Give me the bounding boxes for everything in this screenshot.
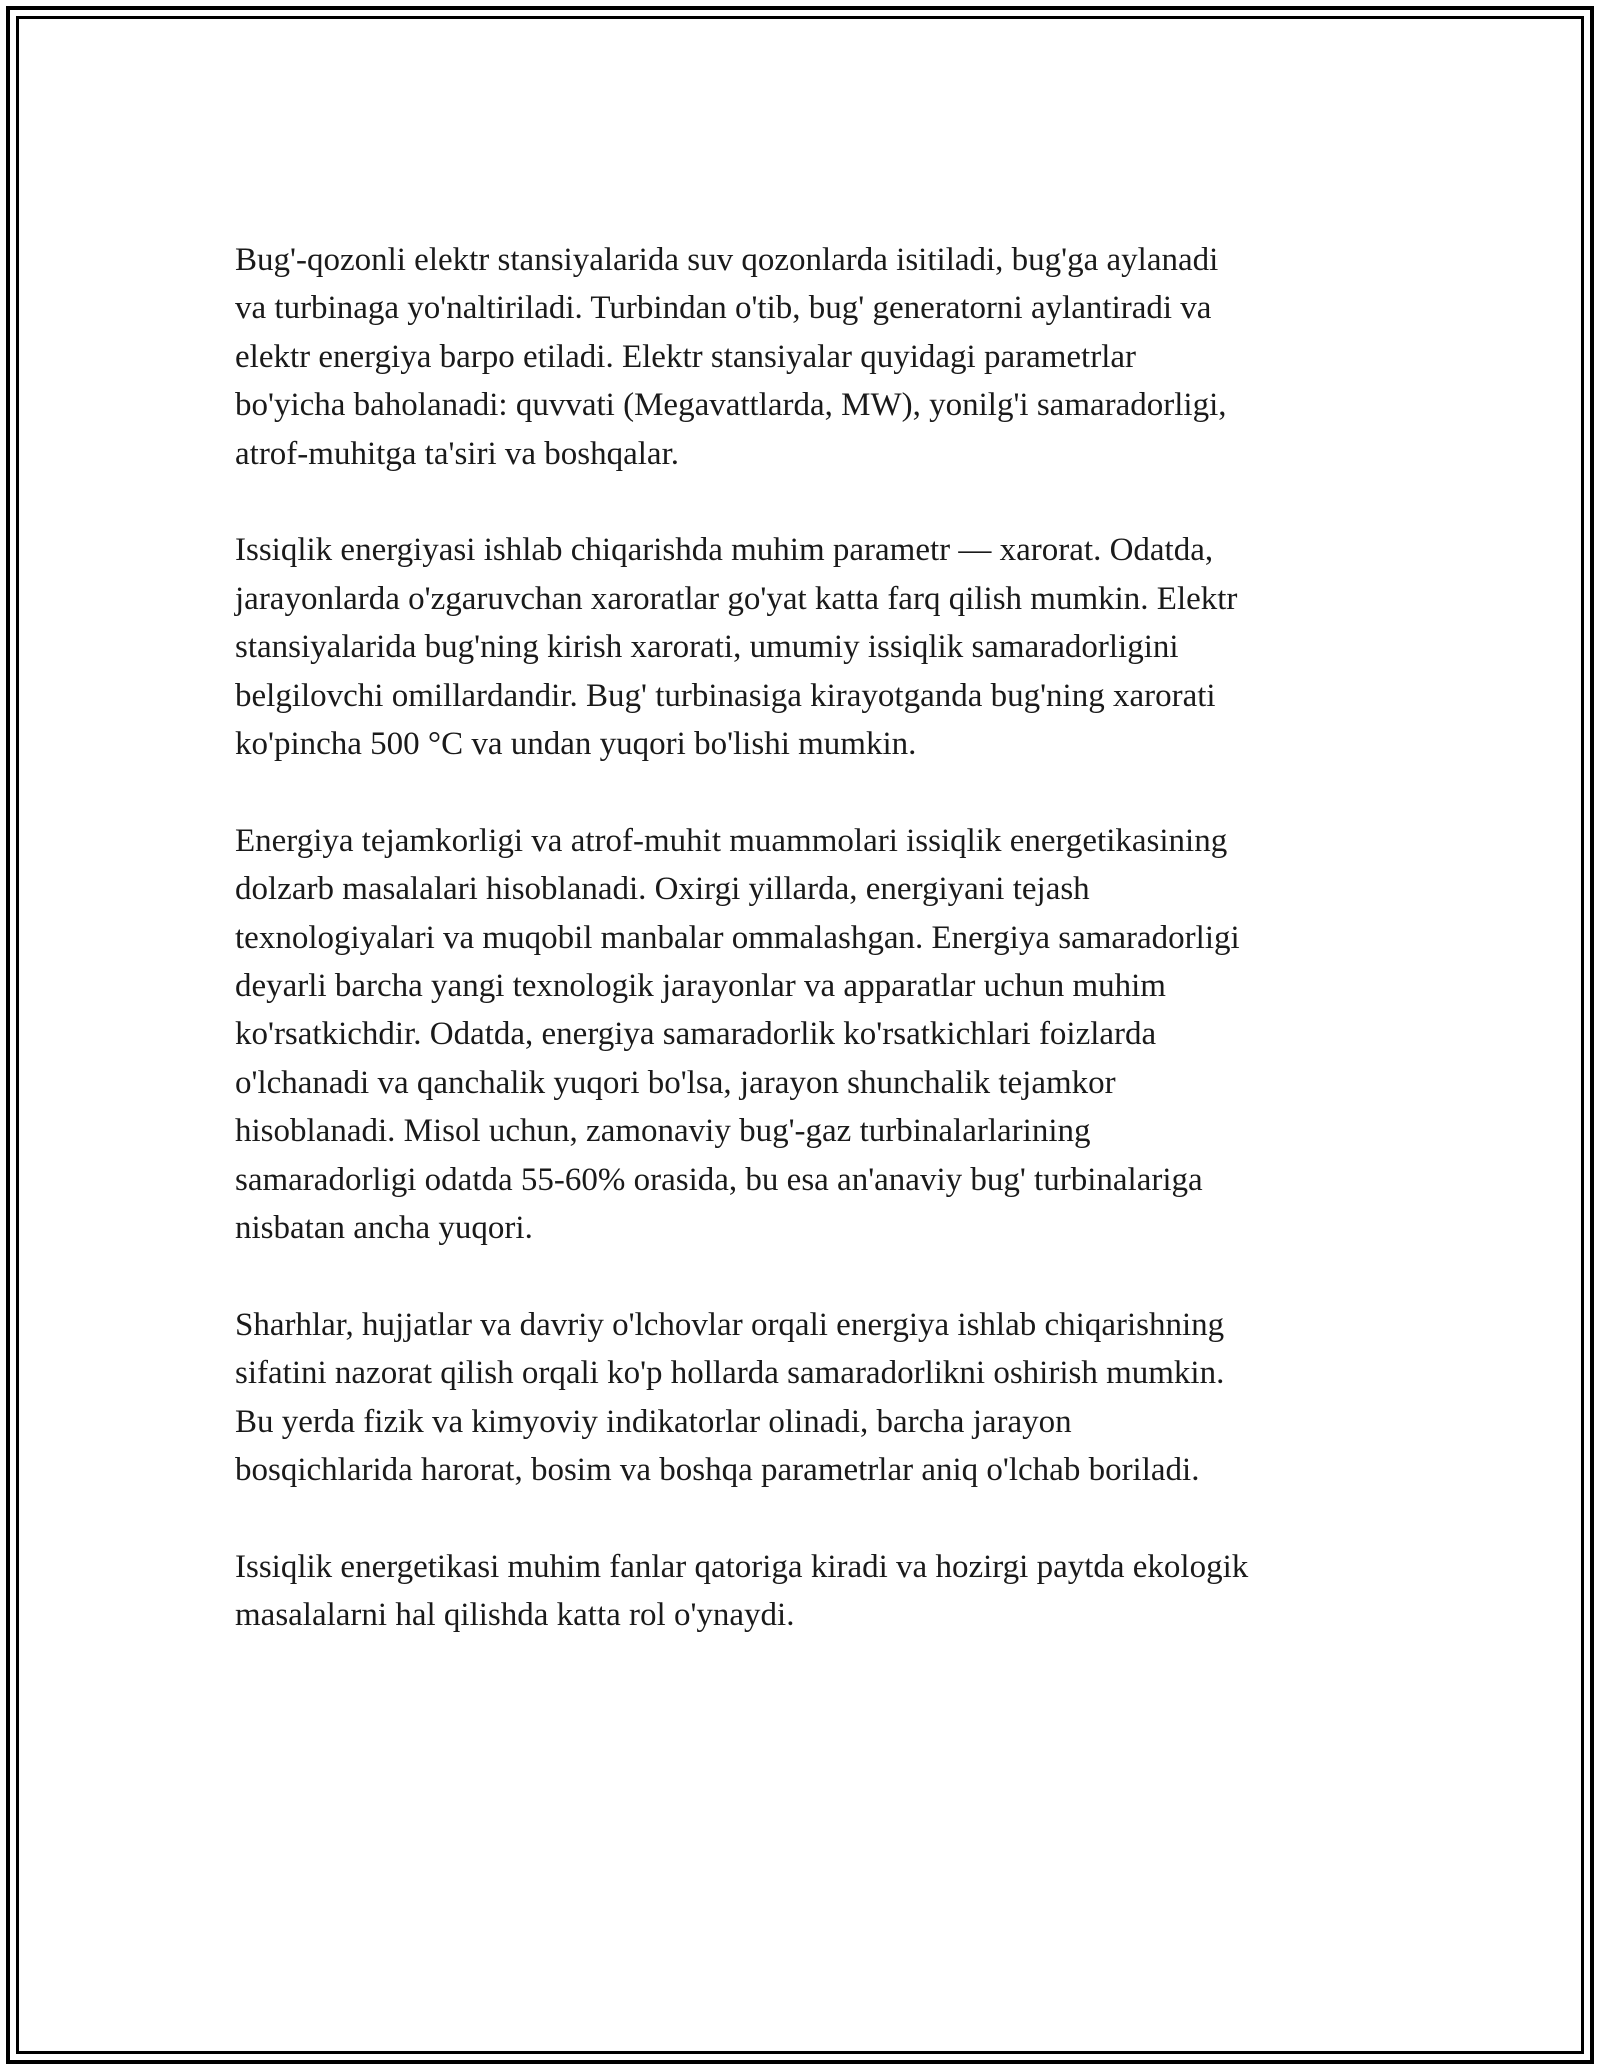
paragraph: Issiqlik energetikasi muhim fanlar qatoriga kiradi va hozirgi paytda ekologik masalalarni hal qilishda katta rol o'ynaydi. bbox=[235, 1548, 1249, 1634]
document-body bbox=[235, 236, 1365, 1640]
paragraph: Energiya tejamkorligi va atrof-muhit muammolari issiqlik energetikasining dolzarb masalalari hisoblanadi. Oxirgi yillarda, energiyani tejash texnologiyalari va muqobil manbalar ommalashgan. Energiya samaradorligi deyarli barcha yangi texnologik jarayonlar va apparatlar uchun muhim ko'rsatkichdir. Odatda, energiya samaradorlik ko'rsatkichlari foizlarda o'lchanadi va qanchalik yuqori bo'lsa, jarayon shunchalik tejamkor hisoblanadi. Misol uchun, zamonaviy bug'-gaz turbinalarlarining samaradorligi odatda 55-60% orasida, bu esa an'anaviy bug' turbinalariga nisbatan ancha yuqori. bbox=[235, 822, 1240, 1247]
paragraph: Bug'-qozonli elektr stansiyalarida suv qozonlarda isitiladi, bug'ga aylanadi va turbinaga yo'naltiriladi. Turbindan o'tib, bug' generatorni aylantiradi va elektr energiya barpo etiladi. Elektr stansiyalar quyidagi parametrlar bo'yicha baholanadi: quvvati (Megavattlarda, MW), yonilg'i samaradorligi, atrof-muhitga ta'siri va boshqalar. bbox=[235, 242, 1227, 472]
paragraph: Sharhlar, hujjatlar va davriy o'lchovlar orqali energiya ishlab chiqarishning sifatini nazorat qilish orqali ko'p hollarda samaradorlikni oshirish mumkin. Bu yerda fizik va kimyoviy indikatorlar olinadi, barcha jarayon bosqichlarida harorat, bosim va boshqa parametrlar aniq o'lchab boriladi. bbox=[235, 1306, 1225, 1489]
paragraph: Issiqlik energiyasi ishlab chiqarishda muhim parametr — xarorat. Odatda, jarayonlarda o'zgaruvchan xaroratlar go'yat katta farq qilish mumkin. Elektr stansiyalarida bug'ning kirish xarorati, umumiy issiqlik samaradorligini belgilovchi omillardandir. Bug' turbinasiga kirayotganda bug'ning xarorati ko'pincha 500 °C va undan yuqori bo'lishi mumkin. bbox=[235, 532, 1238, 763]
